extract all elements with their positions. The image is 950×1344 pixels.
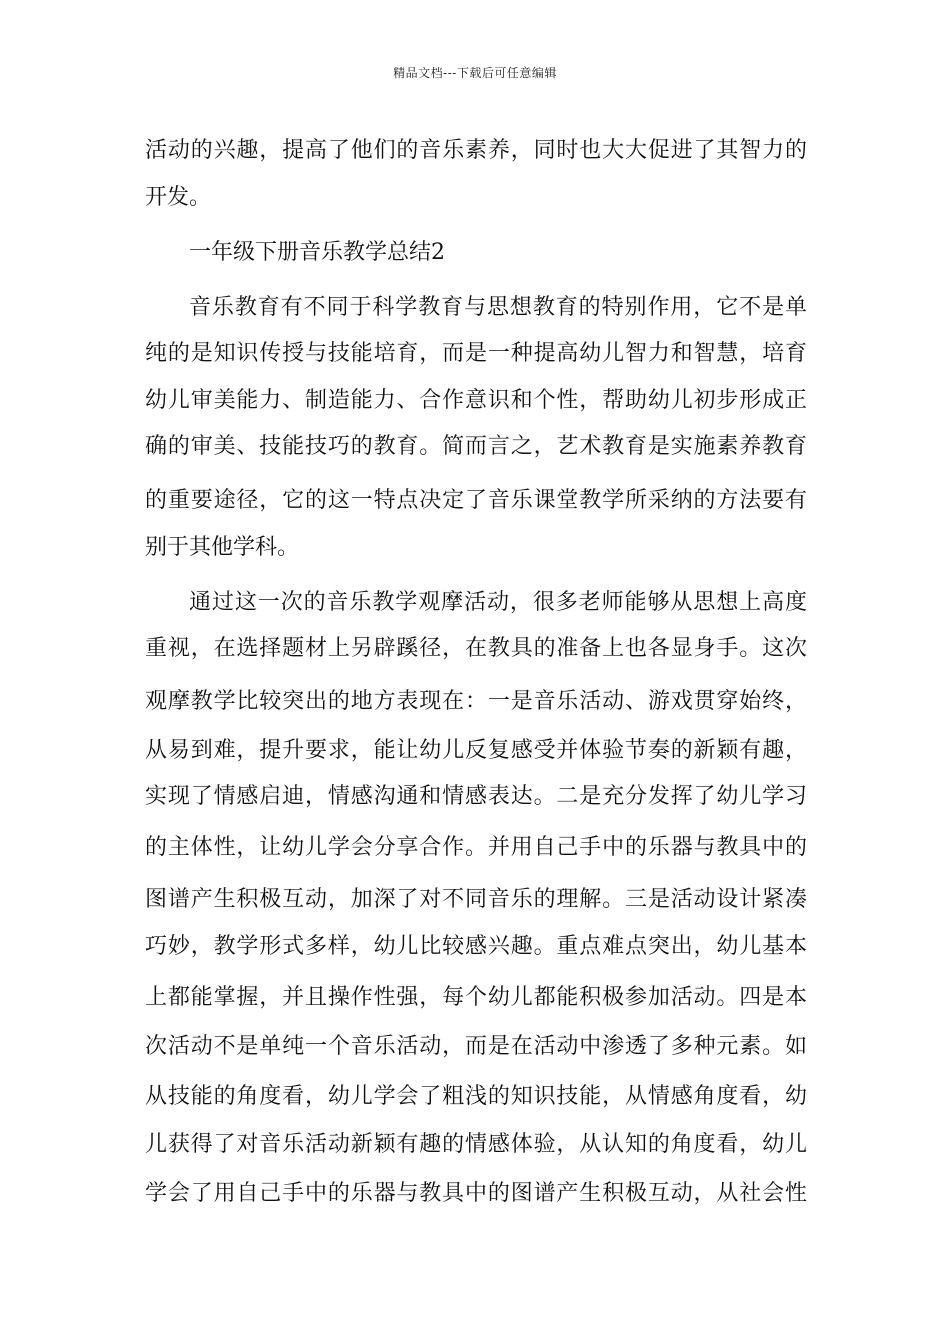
text-line: 观摩教学比较突出的地方表现在：一是音乐活动、游戏贯穿始终， [145,689,807,714]
text-line: 别于其他学科。 [145,535,300,560]
page-header: 精品文档---下载后可任意编辑 [393,66,557,80]
text-line: 通过这一次的音乐教学观摩活动，很多老师能够从思想上高度 [189,590,807,615]
text-line: 次活动不是单纯一个音乐活动，而是在活动中渗透了多种元素。如 [145,1034,807,1059]
text-line: 上都能掌握，并且操作性强，每个幼儿都能积极参加活动。四是本 [145,985,807,1010]
text-line: 实现了情感启迪，情感沟通和情感表达。二是充分发挥了幼儿学习 [145,784,807,809]
text-line: 音乐教育有不同于科学教育与思想教育的特别作用，它不是单 [189,295,807,320]
section-heading: 一年级下册音乐教学总结2 [189,240,445,265]
text-line: 的重要途径，它的这一特点决定了音乐课堂教学所采纳的方法要有 [145,488,807,513]
text-line: 学会了用自己手中的乐器与教具中的图谱产生积极互动，从社会性 [145,1181,807,1206]
text-line: 活动的兴趣，提高了他们的音乐素养，同时也大大促进了其智力的 [145,138,807,163]
text-line: 巧妙，教学形式多样，幼儿比较感兴趣。重点难点突出，幼儿基本 [145,934,807,959]
text-line: 重视，在选择题材上另辟蹊径，在教具的准备上也各显身手。这次 [145,636,807,661]
text-line: 的主体性，让幼儿学会分享合作。并用自己手中的乐器与教具中的 [145,835,807,860]
text-line: 纯的是知识传授与技能培育，而是一种提高幼儿智力和智慧，培育 [145,341,807,366]
text-line: 儿获得了对音乐活动新颖有趣的情感体验，从认知的角度看，幼儿 [145,1132,807,1157]
text-line: 图谱产生积极互动，加深了对不同音乐的理解。三是活动设计紧凑 [145,887,807,912]
text-line: 从易到难，提升要求，能让幼儿反复感受并体验节奏的新颖有趣， [145,738,807,763]
text-line: 确的审美、技能技巧的教育。简而言之，艺术教育是实施素养教育 [145,434,807,459]
text-line: 开发。 [145,185,212,210]
text-line: 从技能的角度看，幼儿学会了粗浅的知识技能，从情感角度看，幼 [145,1084,807,1109]
text-line: 幼儿审美能力、制造能力、合作意识和个性，帮助幼儿初步形成正 [145,388,807,413]
